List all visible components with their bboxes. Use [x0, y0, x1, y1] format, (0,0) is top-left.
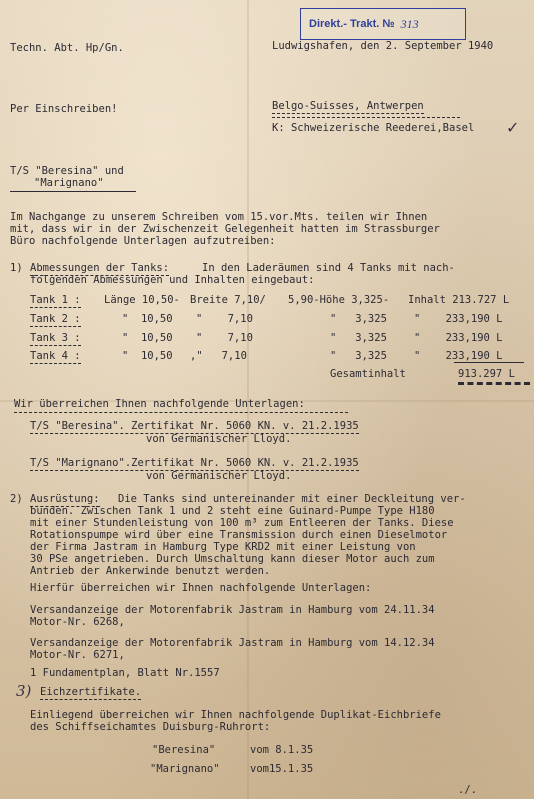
tank-height: " 3,325	[330, 350, 387, 362]
enclosure-item: Motor-Nr. 6268,	[30, 616, 125, 628]
section-2-text: Die Tanks sind untereinander mit einer Deckleitung ver-	[118, 493, 466, 505]
tank-height: 5,90-Höhe 3,325-	[288, 294, 390, 306]
tank-width: Breite 7,10/	[190, 294, 266, 306]
enclosure-item: Versandanzeige der Motorenfabrik Jastram in Hamburg vom 24.11.34	[30, 604, 435, 616]
tank-width: " 7,10	[196, 313, 253, 325]
section-1-text: folgenden Abmessungen und Inhalten eingebaut:	[30, 274, 315, 286]
ship-name: "Beresina"	[152, 744, 216, 756]
underline	[272, 117, 460, 118]
ship-name: "Marignano"	[150, 763, 220, 775]
section-2-heading: Ausrüstung:	[30, 493, 100, 505]
recipient-line-1: Belgo-Suisses, Antwerpen	[272, 100, 424, 112]
tank-volume: " 233,190 L	[414, 350, 503, 362]
tank-name: Tank 4 :	[30, 350, 81, 362]
section-1-number: 1)	[10, 262, 23, 274]
total-double-underline	[458, 382, 530, 385]
check-mark: ✓	[506, 118, 520, 137]
certificate-issuer: von Germanischer Lloyd.	[146, 433, 292, 445]
tank-name: Tank 2 :	[30, 313, 81, 325]
section-3-text: des Schiffseichamtes Duisburg-Ruhrort:	[30, 721, 271, 733]
section-2-text: mit einer Stundenleistung von 100 m³ zum Entleeren der Tanks. Diese	[30, 517, 454, 529]
enclosure-item: Motor-Nr. 6271,	[30, 649, 125, 661]
tank-volume: Inhalt 213.727 L	[408, 294, 510, 306]
section-2-text: Hierfür überreichen wir Ihnen nachfolgende Unterlagen:	[30, 582, 372, 594]
tank-height: " 3,325	[330, 313, 387, 325]
tank-length: Länge 10,50-	[104, 294, 180, 306]
subject-line-2: "Marignano"	[34, 177, 104, 189]
stamp-number: 313	[400, 16, 419, 31]
section-3-heading: Eichzertifikate.	[40, 686, 142, 698]
tank-name: Tank 3 :	[30, 332, 81, 344]
section-3-number: 3)	[16, 682, 32, 700]
tank-length: " 10,50	[122, 350, 173, 362]
intro-line: mit, dass wir in der Zwischenzeit Gelegenheit hatten im Strassburger	[10, 223, 440, 235]
tank-height: " 3,325	[330, 332, 387, 344]
certificate-line: T/S "Beresina". Zertifikat Nr. 5060 KN. v. 21.2.1935	[30, 420, 359, 432]
ship-date: vom 8.1.35	[250, 744, 314, 756]
enclosure-item: Versandanzeige der Motorenfabrik Jastram in Hamburg vom 14.12.34	[30, 637, 435, 649]
section-2-text: Rotationspumpe wird über eine Transmission durch einen Dieselmotor	[30, 529, 448, 541]
tank-volume: " 233,190 L	[414, 332, 503, 344]
department-ref: Techn. Abt. Hp/Gn.	[10, 42, 124, 54]
intro-line: Im Nachgange zu unserem Schreiben vom 15.vor.Mts. teilen wir Ihnen	[10, 211, 428, 223]
section-1-text: In den Laderäumen sind 4 Tanks mit nach-	[202, 262, 455, 274]
stamp-label: Direkt.- Trakt. №	[309, 18, 395, 30]
tank-length: " 10,50	[122, 332, 173, 344]
section-2-text: 30 PSe angetrieben. Durch Umschaltung kann dieser Motor auch zum	[30, 553, 435, 565]
documents-intro: Wir überreichen Ihnen nachfolgende Unterlagen:	[14, 398, 305, 410]
section-1-heading: Abmessungen der Tanks:	[30, 262, 170, 274]
registered-mail-note: Per Einschreiben!	[10, 103, 118, 115]
certificate-issuer: von Germanischer Lloyd.	[146, 470, 292, 482]
recipient-line-2: K: Schweizerische Reederei,Basel	[272, 122, 475, 134]
total-value: 913.297 L	[458, 368, 515, 380]
section-2-number: 2)	[10, 493, 23, 505]
continuation-mark: ./.	[458, 784, 477, 796]
tank-volume: " 233,190 L	[414, 313, 503, 325]
tank-length: " 10,50	[122, 313, 173, 325]
subject-line-1: T/S "Beresina" und	[10, 165, 124, 177]
underline	[14, 412, 348, 413]
total-label: Gesamtinhalt	[330, 368, 406, 380]
section-3-text: Einliegend überreichen wir Ihnen nachfolgende Duplikat-Eichbriefe	[30, 709, 441, 721]
place-date: Ludwigshafen, den 2. September 1940	[272, 40, 494, 52]
tank-name: Tank 1 :	[30, 294, 81, 306]
tank-width: ," 7,10	[190, 350, 247, 362]
enclosure-item: 1 Fundamentplan, Blatt Nr.1557	[30, 667, 220, 679]
intro-line: Büro nachfolgende Unterlagen aufzutreiben:	[10, 235, 276, 247]
certificate-line: T/S "Marignano".Zertifikat Nr. 5060 KN. v. 21.2.1935	[30, 457, 359, 469]
reference-stamp	[300, 8, 466, 40]
tank-width: " 7,10	[196, 332, 253, 344]
sum-underline	[454, 362, 524, 363]
subject-underline	[10, 191, 136, 192]
section-2-text: bunden. Zwischen Tank 1 und 2 steht eine Guinard-Pumpe Type H180	[30, 505, 435, 517]
ship-date: vom15.1.35	[250, 763, 314, 775]
section-2-text: Antrieb der Ankerwinde benutzt werden.	[30, 565, 271, 577]
section-2-text: der Firma Jastram in Hamburg Type KRD2 mit einer Leistung von	[30, 541, 416, 553]
